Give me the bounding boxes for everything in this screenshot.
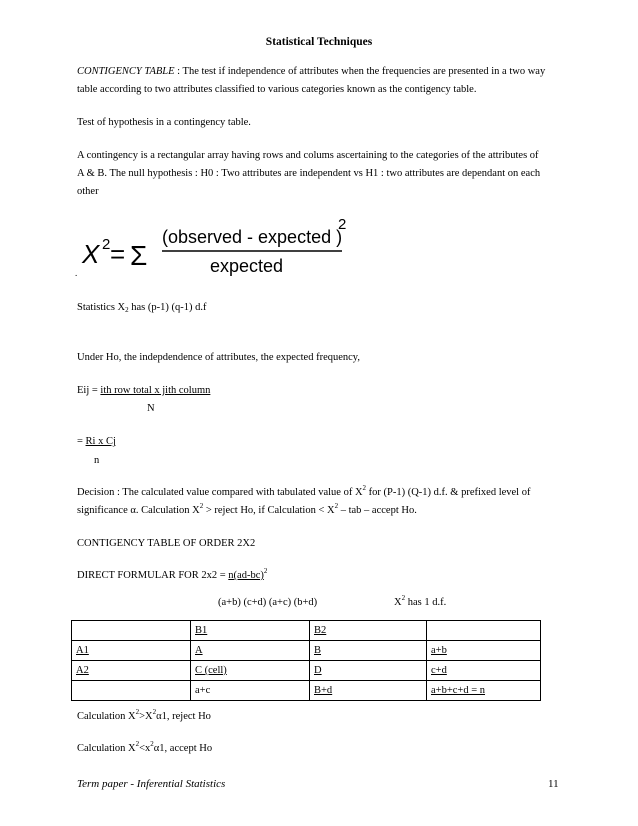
df-statement-pre: Statistics X [77, 302, 126, 313]
direct-formula-sup: 2 [263, 567, 268, 575]
calc-accept-sup-2: 2 [150, 740, 154, 748]
calc-accept-b: <x [139, 743, 151, 754]
table-cell: c+d [427, 661, 541, 681]
decision-sup-2: 2 [199, 502, 204, 510]
formula-lhs-exponent: 2 [102, 236, 111, 253]
eij-numerator: ith row total x jith column [100, 385, 211, 396]
eij-line [77, 385, 210, 396]
calc-accept-sup-1: 2 [135, 740, 140, 748]
table-header-cell: B1 [191, 621, 310, 641]
table-cell: B [310, 641, 427, 661]
calc-reject-a: Calculation X [77, 711, 136, 722]
decision-line-2-b: > reject Ho, if Calculation < X [203, 505, 335, 516]
table-header-cell [72, 621, 191, 641]
decision-line-1 [77, 484, 531, 498]
table-cell: B+d [310, 681, 427, 701]
table-cell: a+c [191, 681, 310, 701]
table-cell: A [191, 641, 310, 661]
calc-accept-c: α1, accept Ho [153, 743, 213, 754]
calc-reject-b: >X [139, 711, 153, 722]
decision-line-2-c: – tab – accept Ho. [338, 505, 417, 516]
table-cell: C (cell) [191, 661, 310, 681]
formula-lhs: X [82, 239, 100, 269]
decision-sup-1: 2 [362, 484, 367, 492]
formula-sigma: Σ [130, 240, 148, 271]
table-row [72, 661, 541, 681]
table-header-cell: B2 [310, 621, 427, 641]
ri-label: = [77, 436, 86, 447]
calc-accept-line [77, 740, 213, 754]
calc-reject-sup-2: 2 [152, 708, 157, 716]
direct-formula-denominator: (a+b) (c+d) (a+c) (b+d) [218, 597, 318, 608]
direct-formula-numerator: n(ad-bc) [228, 570, 264, 581]
table-header-cell [427, 621, 541, 641]
table-cell: A2 [72, 661, 191, 681]
formula-numerator-exponent: 2 [338, 216, 347, 233]
decision-line-1-a: Decision : The calculated value compared with tabulated value of X [77, 487, 363, 498]
table-row [72, 681, 541, 701]
direct-formula-df-b: has 1 d.f. [405, 597, 447, 608]
chi-square-formula [80, 215, 370, 277]
table-header-row [72, 621, 541, 641]
intro-line-1 [77, 66, 545, 77]
formula-dot: . [75, 268, 78, 278]
direct-formula-df-a: X [394, 597, 402, 608]
formula-equals: = [110, 239, 126, 269]
calc-reject-c: α1, reject Ho [156, 711, 211, 722]
decision-line-2-a: significance α. Calculation X [77, 505, 200, 516]
expected-intro: Under Ho, the indepdendence of attributes, the expected frequency, [77, 352, 360, 363]
intro-line-2: table according to two attributes classified to various categories known as the contigency table. [77, 84, 477, 95]
table-cell [72, 681, 191, 701]
eij-denominator: N [147, 403, 155, 414]
direct-formula-label: DIRECT FORMULAR FOR 2x2 = [77, 570, 229, 581]
footer-title: Term paper - Inferential Statistics [77, 778, 226, 790]
contingency-table-label: CONTIGENCY TABLE [77, 66, 175, 77]
calc-reject-sup-1: 2 [135, 708, 140, 716]
calc-reject-line [77, 708, 211, 722]
table-cell: a+b+c+d = n [427, 681, 541, 701]
page-number: 11 [548, 778, 559, 790]
df-statement-sub: 2 [125, 306, 129, 314]
formula-denominator: expected [210, 256, 284, 276]
order-heading: CONTIGENCY TABLE OF ORDER 2X2 [77, 538, 256, 549]
eij-label: Eij = [77, 385, 101, 396]
direct-formula-df [394, 594, 447, 608]
decision-line-2 [77, 502, 417, 516]
ri-line [77, 436, 116, 447]
contingency-table [71, 620, 541, 701]
page-title: Statistical Techniques [265, 36, 373, 48]
intro-line-1-text: : The test if independence of attributes when the frequencies are presented in a two way [174, 66, 546, 77]
table-cell: A1 [72, 641, 191, 661]
direct-formula-df-sup: 2 [401, 594, 406, 602]
df-statement-post: has (p-1) (q-1) d.f [128, 302, 207, 313]
table-cell: a+b [427, 641, 541, 661]
ri-numerator: Ri x Cj [85, 436, 116, 447]
decision-sup-3: 2 [334, 502, 339, 510]
definition-line-2: A & B. The null hypothesis : H0 : Two attributes are independent vs H1 : two attributes are dependant on each [77, 168, 541, 179]
calc-accept-a: Calculation X [77, 743, 136, 754]
df-statement [77, 302, 207, 313]
table-row [72, 641, 541, 661]
formula-numerator: (observed - expected ) [162, 227, 343, 247]
definition-line-3: other [77, 186, 99, 197]
ri-denominator: n [94, 455, 100, 466]
definition-line-1: A contingency is a rectangular array having rows and colums ascertaining to the categories of the attributes of [77, 150, 539, 161]
table-cell: D [310, 661, 427, 681]
decision-line-1-b: for (P-1) (Q-1) d.f. & prefixed level of [366, 487, 531, 498]
hypothesis-heading: Test of hypothesis in a contingency table. [77, 117, 251, 128]
direct-formula-line [77, 567, 268, 581]
